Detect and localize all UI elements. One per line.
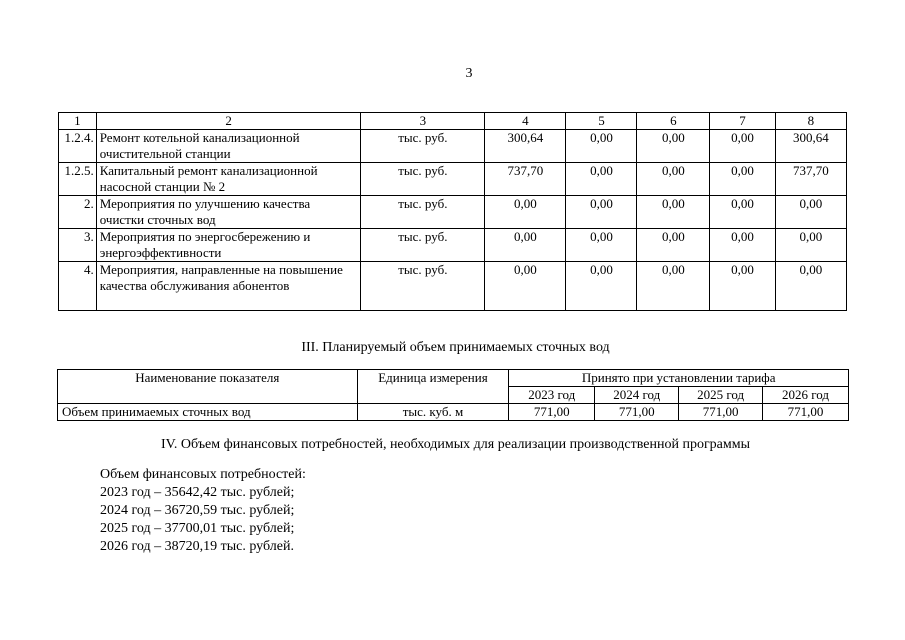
row-value: 0,00 bbox=[710, 196, 776, 229]
table-row bbox=[59, 130, 847, 163]
column-number: 7 bbox=[710, 113, 776, 130]
row-value: 771,00 bbox=[679, 404, 763, 421]
column-number: 1 bbox=[59, 113, 97, 130]
row-value: 0,00 bbox=[710, 262, 776, 311]
financial-needs-item: 2026 год – 38720,19 тыс. рублей. bbox=[100, 539, 294, 554]
row-number: 1.2.5. bbox=[59, 163, 97, 196]
column-number: 8 bbox=[775, 113, 846, 130]
row-name: Ремонт котельной канализационной очистительной станции bbox=[96, 130, 361, 163]
row-value: 0,00 bbox=[637, 163, 710, 196]
financial-needs-item: 2024 год – 36720,59 тыс. рублей; bbox=[100, 503, 295, 518]
financial-needs-heading: Объем финансовых потребностей: bbox=[100, 467, 306, 482]
row-value: 771,00 bbox=[595, 404, 679, 421]
row-name: Мероприятия, направленные на повышение качества обслуживания абонентов bbox=[96, 262, 361, 311]
row-value: 300,64 bbox=[485, 130, 566, 163]
wastewater-volume-table bbox=[57, 369, 849, 421]
row-value: 0,00 bbox=[566, 130, 637, 163]
row-name: Объем принимаемых сточных вод bbox=[58, 404, 358, 421]
row-value: 0,00 bbox=[485, 229, 566, 262]
row-number: 1.2.4. bbox=[59, 130, 97, 163]
row-value: 771,00 bbox=[763, 404, 849, 421]
financial-needs-item: 2023 год – 35642,42 тыс. рублей; bbox=[100, 485, 295, 500]
table-header-row bbox=[59, 113, 847, 130]
row-value: 0,00 bbox=[485, 196, 566, 229]
table-row bbox=[59, 163, 847, 196]
section-title-financial: IV. Объем финансовых потребностей, необходимых для реализации производственной программы bbox=[160, 437, 751, 452]
row-value: 0,00 bbox=[566, 163, 637, 196]
row-value: 0,00 bbox=[566, 229, 637, 262]
row-unit: тыс. руб. bbox=[361, 130, 485, 163]
column-header-group: Принято при установлении тарифа bbox=[509, 370, 849, 387]
column-number: 4 bbox=[485, 113, 566, 130]
row-name: Мероприятия по энергосбережению и энергоэффективности bbox=[96, 229, 361, 262]
row-value: 300,64 bbox=[775, 130, 846, 163]
row-value: 0,00 bbox=[637, 130, 710, 163]
row-value: 0,00 bbox=[775, 229, 846, 262]
financial-needs-list bbox=[100, 466, 306, 556]
row-value: 0,00 bbox=[566, 196, 637, 229]
row-value: 0,00 bbox=[775, 196, 846, 229]
column-header-year: 2024 год bbox=[595, 387, 679, 404]
row-unit: тыс. руб. bbox=[361, 262, 485, 311]
column-header-year: 2023 год bbox=[509, 387, 595, 404]
row-value: 771,00 bbox=[509, 404, 595, 421]
row-unit: тыс. куб. м bbox=[357, 404, 509, 421]
row-value: 0,00 bbox=[566, 262, 637, 311]
row-value: 0,00 bbox=[637, 262, 710, 311]
column-header-name: Наименование показателя bbox=[58, 370, 358, 404]
column-number: 6 bbox=[637, 113, 710, 130]
row-value: 0,00 bbox=[485, 262, 566, 311]
row-unit: тыс. руб. bbox=[361, 229, 485, 262]
table-header-row bbox=[58, 370, 849, 387]
row-unit: тыс. руб. bbox=[361, 196, 485, 229]
row-value: 737,70 bbox=[485, 163, 566, 196]
row-number: 4. bbox=[59, 262, 97, 311]
row-value: 0,00 bbox=[637, 229, 710, 262]
row-value: 0,00 bbox=[775, 262, 846, 311]
financial-needs-item: 2025 год – 37700,01 тыс. рублей; bbox=[100, 521, 295, 536]
row-value: 0,00 bbox=[710, 130, 776, 163]
row-unit: тыс. руб. bbox=[361, 163, 485, 196]
table-row bbox=[59, 229, 847, 262]
row-name: Мероприятия по улучшению качества очистки сточных вод bbox=[96, 196, 361, 229]
section-title-volume: III. Планируемый объем принимаемых сточных вод bbox=[301, 340, 610, 355]
column-header-year: 2026 год bbox=[763, 387, 849, 404]
column-header-year: 2025 год bbox=[679, 387, 763, 404]
row-value: 0,00 bbox=[710, 229, 776, 262]
column-header-unit: Единица измерения bbox=[357, 370, 509, 404]
row-number: 2. bbox=[59, 196, 97, 229]
column-number: 3 bbox=[361, 113, 485, 130]
row-value: 0,00 bbox=[637, 196, 710, 229]
column-number: 2 bbox=[96, 113, 361, 130]
row-value: 737,70 bbox=[775, 163, 846, 196]
row-number: 3. bbox=[59, 229, 97, 262]
row-name: Капитальный ремонт канализационной насосной станции № 2 bbox=[96, 163, 361, 196]
table-row bbox=[58, 404, 849, 421]
column-number: 5 bbox=[566, 113, 637, 130]
measures-table bbox=[58, 112, 847, 311]
page-number: 3 bbox=[465, 66, 473, 81]
table-row bbox=[59, 262, 847, 311]
row-value: 0,00 bbox=[710, 163, 776, 196]
table-row bbox=[59, 196, 847, 229]
